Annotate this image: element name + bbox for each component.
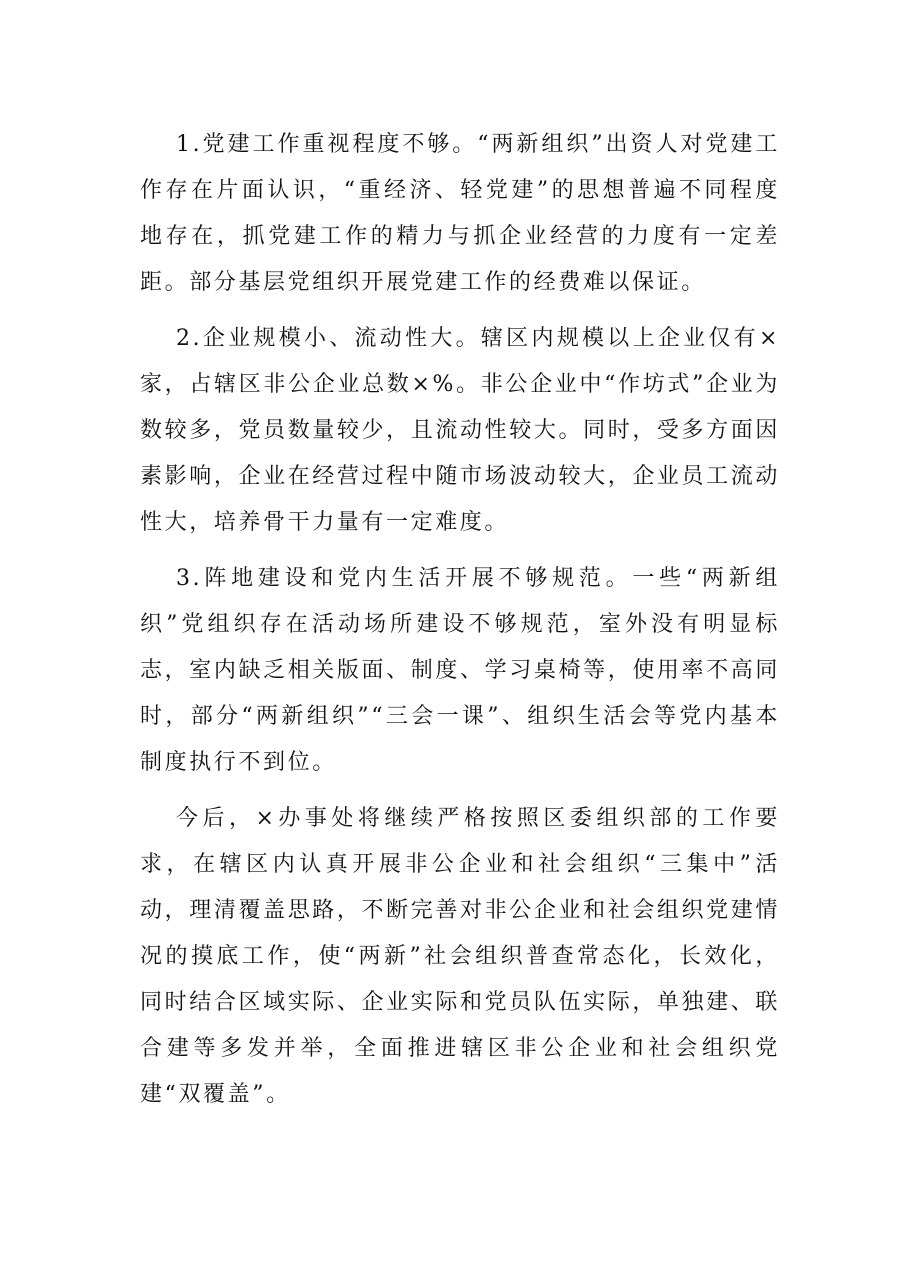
document-body bbox=[140, 122, 780, 1118]
paragraph-position-construction: 3.阵地建设和党内生活开展不够规范。一些“两新组织”党组织存在活动场所建设不够规范，室外没有明显标志，室内缺乏相关版面、制度、学习桌椅等，使用率不高同时，部分“两新组织”“三会一课”、组织生活会等党内基本制度执行不到位。 bbox=[140, 566, 780, 775]
paragraph-future-plan: 今后，×办事处将继续严格按照区委组织部的工作要求，在辖区内认真开展非公企业和社会组织“三集中”活动，理清覆盖思路，不断完善对非公企业和社会组织党建情况的摸底工作，使“两新”社会组织普查常态化，长效化，同时结合区域实际、企业实际和党员队伍实际，单独建、联合建等多发并举，全面推进辖区非公企业和社会组织党建“双覆盖”。 bbox=[140, 806, 780, 1107]
paragraph-enterprise-scale: 2.企业规模小、流动性大。辖区内规模以上企业仅有×家，占辖区非公企业总数×%。非公企业中“作坊式”企业为数较多，党员数量较少，且流动性较大。同时，受多方面因素影响，企业在经营过程中随市场波动较大，企业员工流动性大，培养骨干力量有一定难度。 bbox=[140, 326, 780, 535]
paragraph-party-building-attention: 1.党建工作重视程度不够。“两新组织”出资人对党建工作存在片面认识，“重经济、轻党建”的思想普遍不同程度地存在，抓党建工作的精力与抓企业经营的力度有一定差距。部分基层党组织开展党建工作的经费难以保证。 bbox=[140, 132, 780, 295]
